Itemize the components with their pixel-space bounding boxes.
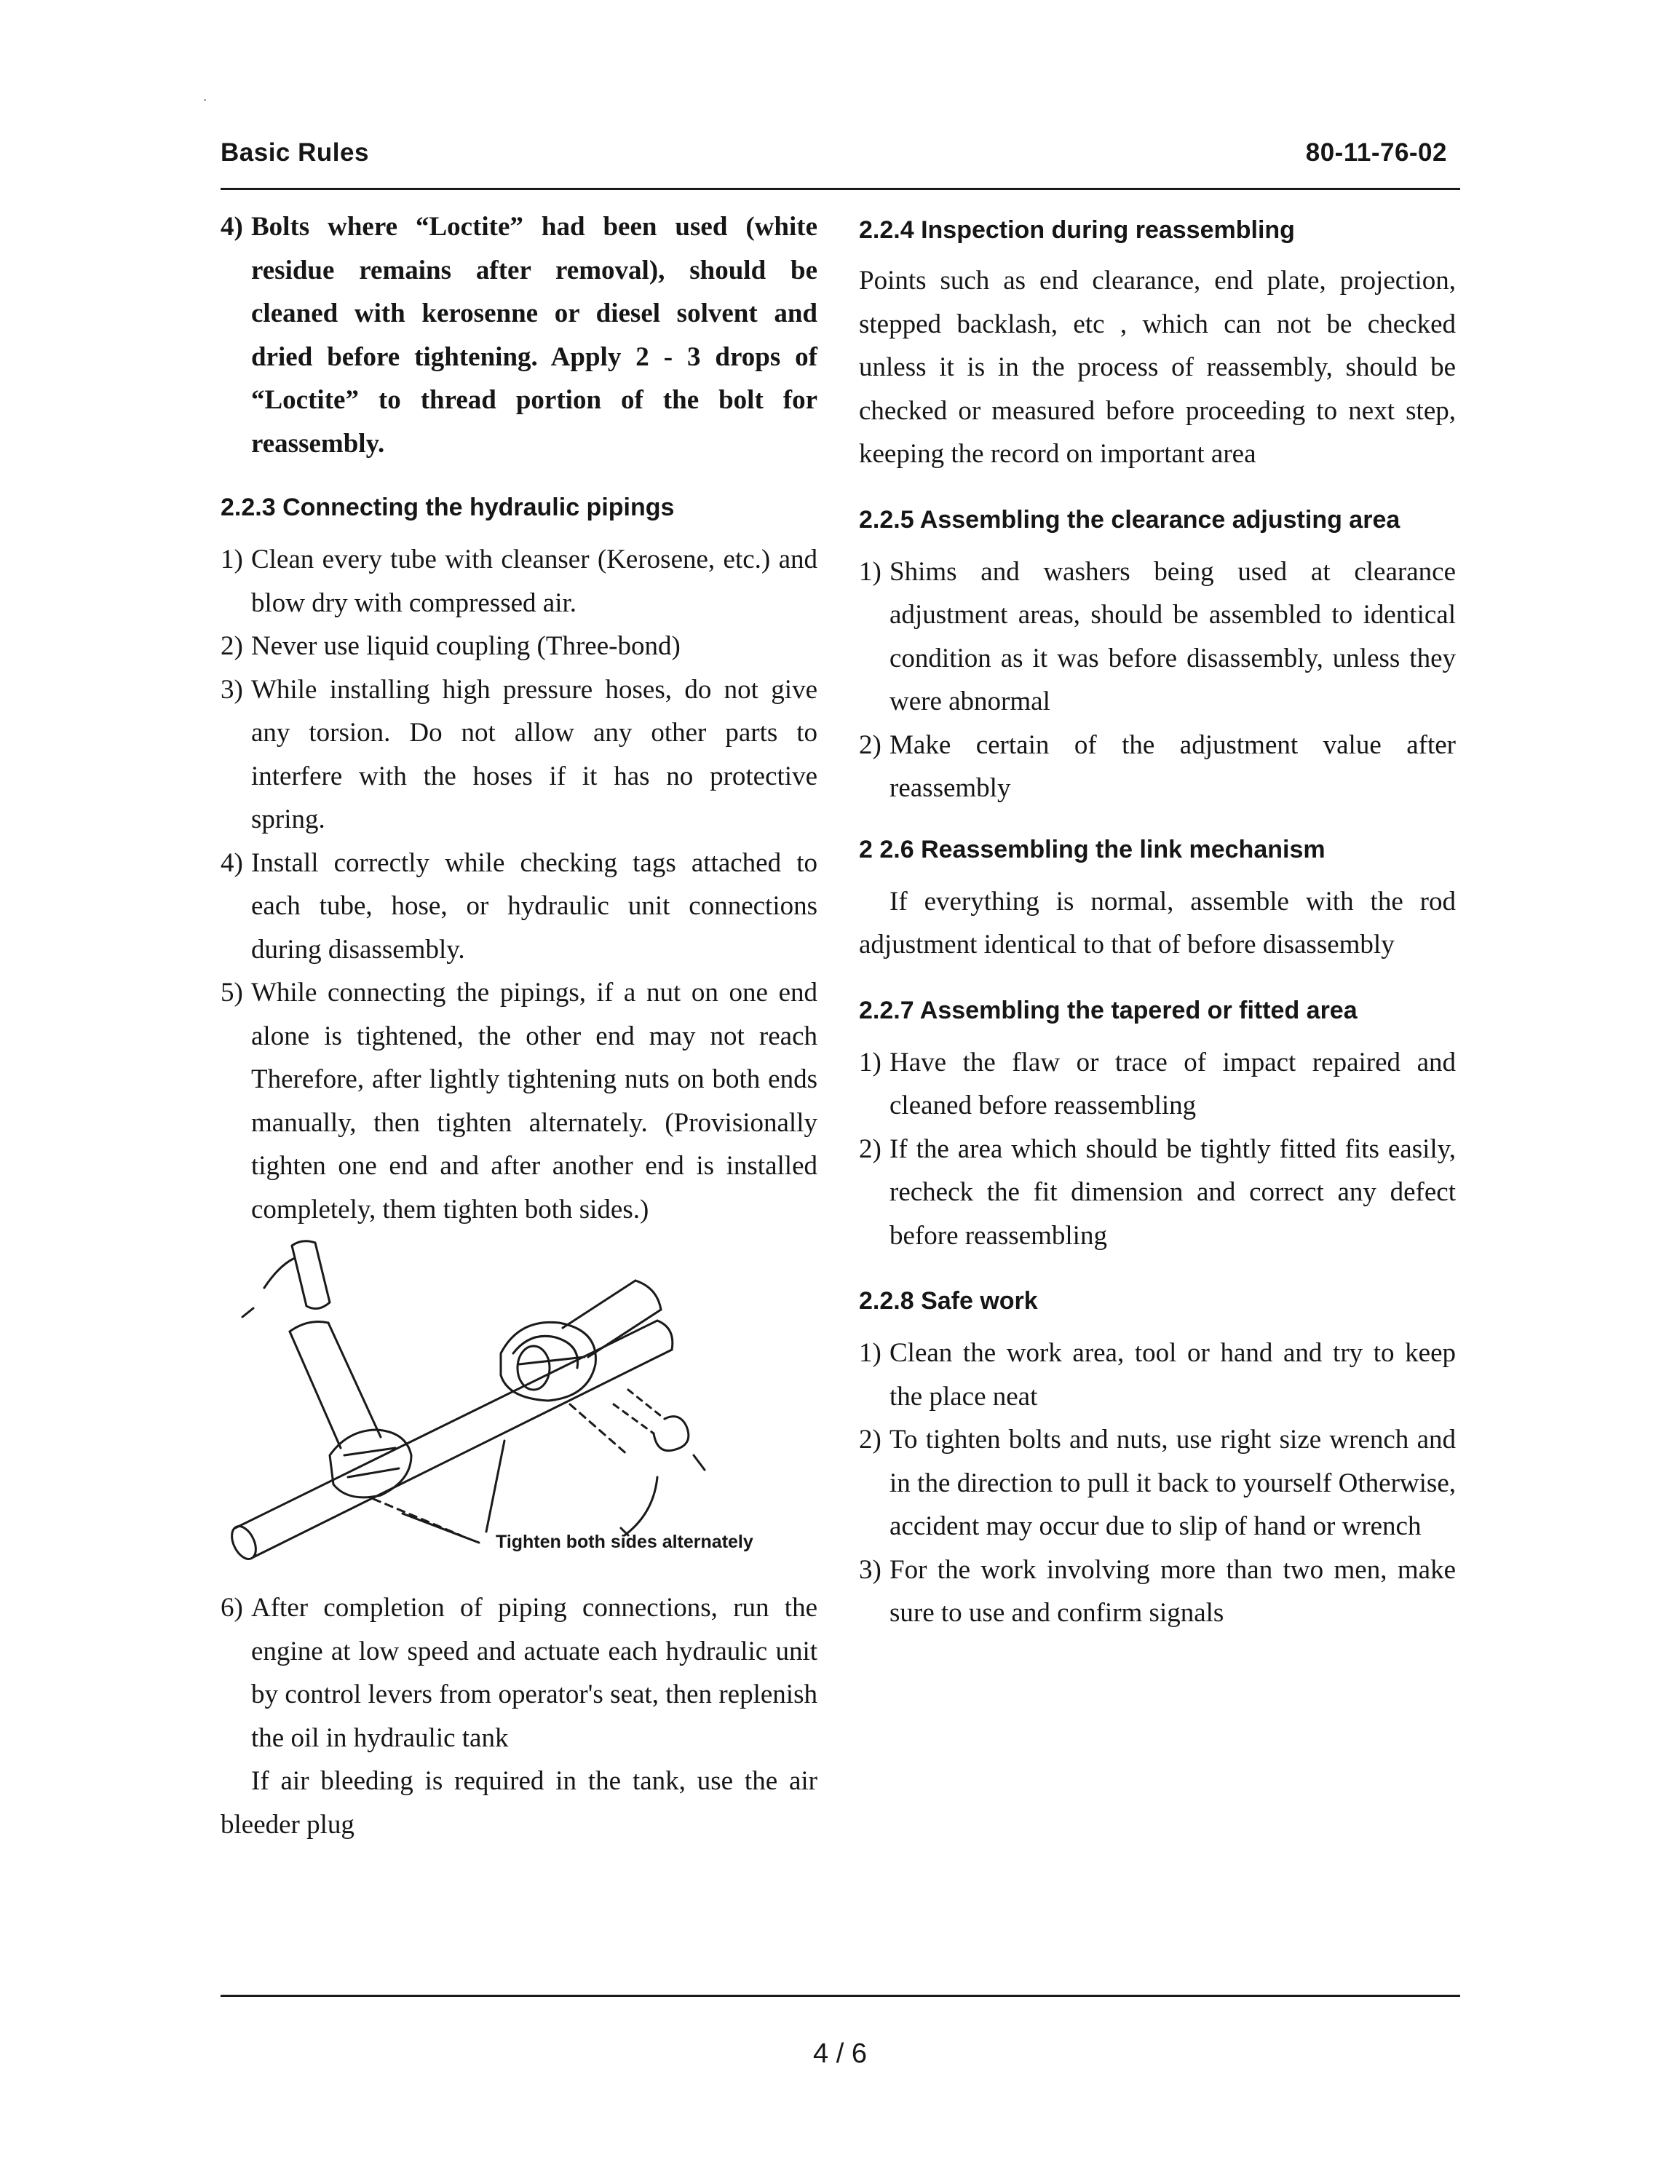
item-text: While connecting the pipings, if a nut on one end alone is tightened, the other end may not reach Therefore, after lightly tightening nuts on both ends manually, then tighten alternately. (Provisionally tighten one end and after another end is installed completely, them tighten both sides.) — [251, 978, 817, 1224]
header-rule — [221, 188, 1460, 190]
item-text: To tighten bolts and nuts, use right size wrench and in the direction to pull it back to yourself Otherwise, accident may occur due to slip of hand or wrench — [889, 1425, 1456, 1541]
right-column — [859, 205, 1456, 1635]
left-column — [221, 205, 817, 1846]
list-item — [221, 842, 817, 972]
section-heading-2-2-5: 2.2.5 Assembling the clearance adjusting area — [859, 505, 1400, 534]
item-number: 2) — [859, 729, 881, 760]
item-number: 4) — [221, 212, 243, 242]
item-text: For the work involving more than two men, make sure to use and confirm signals — [889, 1554, 1456, 1628]
list-item — [221, 205, 817, 465]
item-text: Bolts where “Loctite” had been used (white residue remains after removal), should be cleaned with kerosenne or diesel solvent and dried before tightening. Apply 2 - 3 drops of “Loctite” to thread portion of the bolt for reassembly. — [251, 212, 817, 459]
list-item — [221, 1586, 817, 1760]
section-heading-2-2-7: 2.2.7 Assembling the tapered or fitted area — [859, 996, 1358, 1024]
item-number: 4) — [221, 847, 243, 878]
list-item — [859, 1128, 1456, 1258]
item-text: Have the flaw or trace of impact repaired and cleaned before reassembling — [889, 1047, 1456, 1120]
list-item — [859, 1548, 1456, 1635]
item-number: 3) — [221, 674, 243, 705]
page-number: 4 / 6 — [813, 2038, 867, 2069]
header-title: Basic Rules — [221, 138, 369, 167]
item-text: Make certain of the adjustment value after reassembly — [889, 729, 1456, 803]
item-number: 5) — [221, 978, 243, 1008]
item-text: If the area which should be tightly fitted fits easily, recheck the fit dimension and correct any defect before reassembling — [889, 1133, 1456, 1251]
list-item — [221, 668, 817, 842]
list-item — [221, 625, 817, 668]
list-item — [859, 724, 1456, 810]
list-item — [859, 1041, 1456, 1128]
section-heading-2-2-4: 2.2.4 Inspection during reassembling — [859, 216, 1295, 244]
item-number: 1) — [859, 1047, 881, 1077]
item-text: Install correctly while checking tags attached to each tube, hose, or hydraulic unit connections during disassembly. — [251, 847, 817, 965]
list-item — [221, 971, 817, 1231]
document-number: 80-11-76-02 — [1305, 138, 1447, 167]
piping-figure — [221, 1237, 803, 1579]
item-number: 2) — [221, 631, 243, 661]
section-text-2-2-4: Points such as end clearance, end plate, projection, stepped backlash, etc , which can not be checked unless it is in the process of reassembly, should be checked or measured before proceeding to next step, keeping the record on important area — [859, 266, 1456, 469]
list-item — [859, 550, 1456, 724]
item-text: While installing high pressure hoses, do not give any torsion. Do not allow any other parts to interfere with the hoses if it has no protective spring. — [251, 674, 817, 834]
section-text-2-2-6: If everything is normal, assemble with the rod adjustment identical to that of before disassembly — [859, 886, 1456, 960]
footer-rule — [221, 1995, 1460, 1997]
section-heading-2-2-6: 2 2.6 Reassembling the link mechanism — [859, 835, 1326, 863]
item-text: Shims and washers being used at clearance adjustment areas, should be assembled to identical condition as it was before disassembly, unless they were abnormal — [889, 556, 1456, 716]
item-text: After completion of piping connections, run the engine at low speed and actuate each hydraulic unit by control levers from operator's seat, then replenish the oil in hydraulic tank — [251, 1593, 817, 1753]
piping-illustration — [221, 1237, 803, 1579]
item-number: 1) — [859, 1338, 881, 1368]
air-bleed-note: If air bleeding is required in the tank, use the air bleeder plug — [221, 1766, 817, 1840]
list-item — [859, 1332, 1456, 1418]
figure-caption: Tighten both sides alternately — [496, 1532, 753, 1552]
item-number: 1) — [859, 556, 881, 587]
scan-speck — [204, 99, 206, 101]
section-heading-2-2-8: 2.2.8 Safe work — [859, 1287, 1038, 1315]
item-text: Clean the work area, tool or hand and try to keep the place neat — [889, 1338, 1456, 1412]
item-number: 2) — [859, 1133, 881, 1164]
item-text: Clean every tube with cleanser (Kerosene, etc.) and blow dry with compressed air. — [251, 545, 817, 618]
section-heading-2-2-3: 2.2.3 Connecting the hydraulic pipings — [221, 494, 675, 521]
item-text: Never use liquid coupling (Three-bond) — [251, 631, 681, 661]
item-number: 2) — [859, 1425, 881, 1455]
list-item — [221, 538, 817, 625]
item-number: 1) — [221, 545, 243, 574]
item-number: 6) — [221, 1593, 243, 1623]
list-item — [859, 1418, 1456, 1548]
item-number: 3) — [859, 1554, 881, 1585]
